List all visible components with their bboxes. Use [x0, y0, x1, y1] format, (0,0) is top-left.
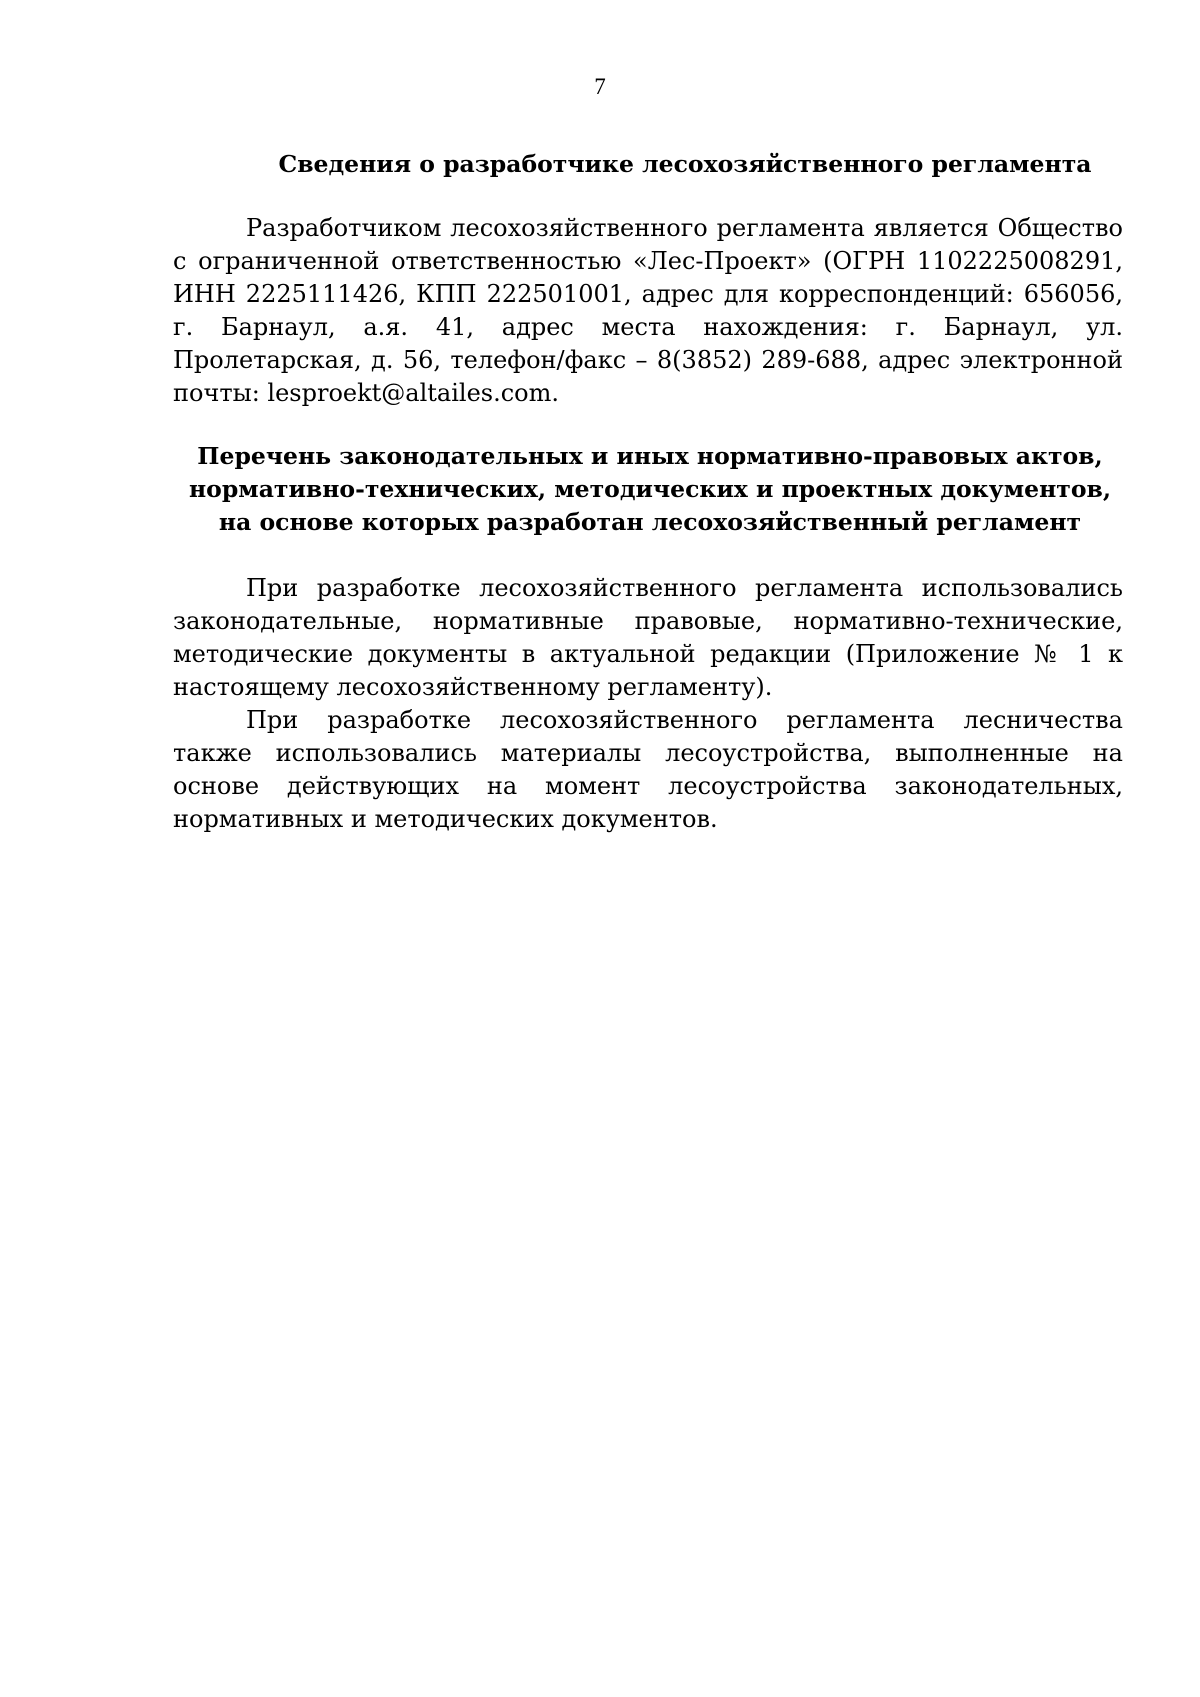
developer-section-heading: Сведения о разработчике лесохозяйственного регламента	[278, 150, 1092, 178]
documents-section-heading: Перечень законодательных и иных нормативно-правовых актов, нормативно-технических, методических и проектных документов, на основе которых разработан лесохозяйственный регламент	[188, 442, 1112, 536]
documents-paragraph-1: При разработке лесохозяйственного регламента использовались законодательные, нормативные правовые, нормативно-технические, методические документы в актуальной редакции (Приложение № 1 к настоящему лесохозяйственному регламенту).	[173, 574, 1123, 701]
developer-paragraph: Разработчиком лесохозяйственного регламента является Общество с ограниченной ответственностью «Лес-Проект» (ОГРН 1102225008291, ИНН 2225111426, КПП 222501001, адрес для корреспонденций: 656056, г. Барнаул, а.я. 41, адрес места нахождения: г. Барнаул, ул. Пролетарская, д. 56, телефон/факс – 8(3852) 289-688, адрес электронной почты: lesproekt@altailes.com.	[173, 214, 1123, 407]
developer-section-body	[173, 212, 1123, 410]
documents-section-body	[173, 572, 1123, 836]
page-number: 7	[594, 74, 606, 99]
documents-paragraph-2: При разработке лесохозяйственного регламента лесничества также использовались материалы лесоустройства, выполненные на основе действующих на момент лесоустройства законодательных, нормативных и методических документов.	[173, 706, 1123, 833]
